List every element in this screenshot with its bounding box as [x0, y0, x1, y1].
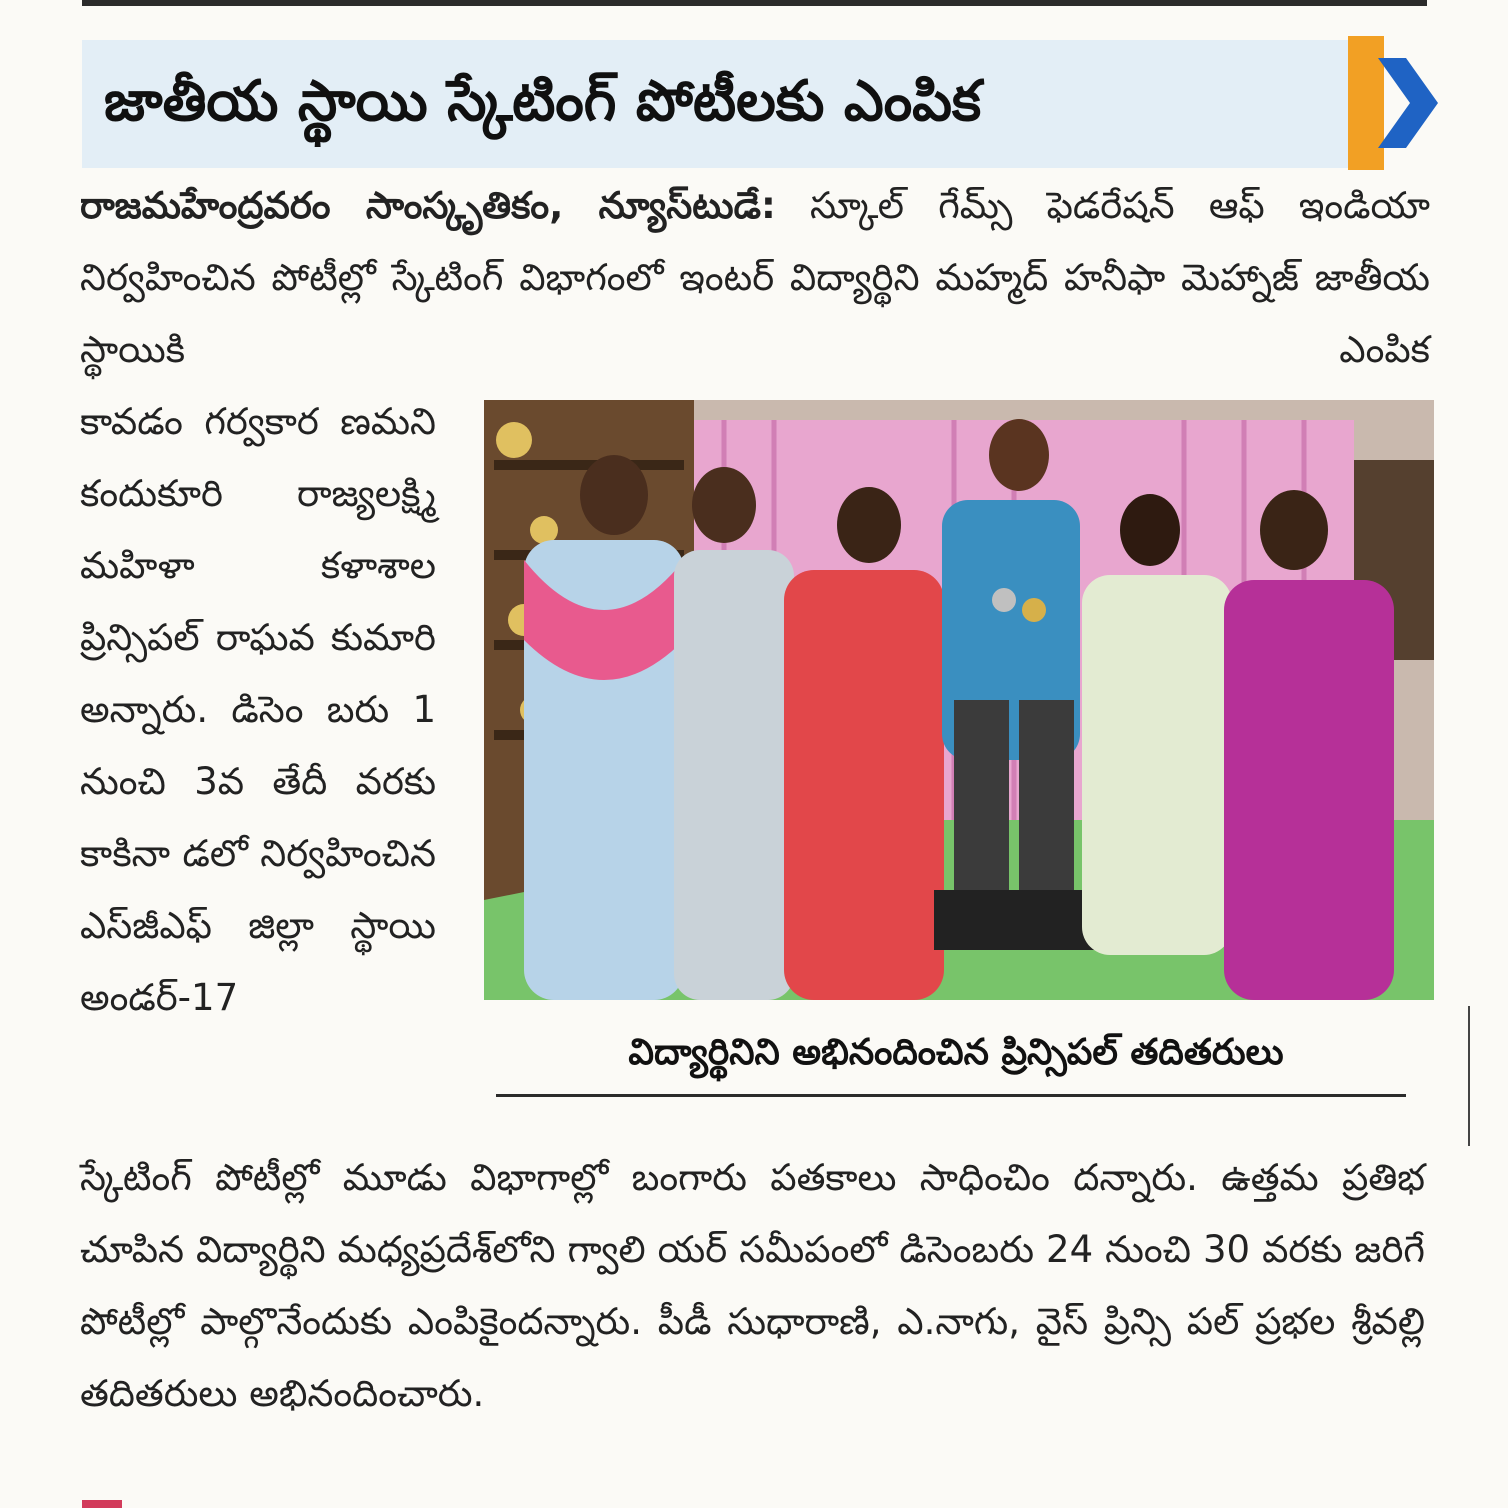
article-headline: జాతీయ స్థాయి స్కేటింగ్ పోటీలకు ఎంపిక	[104, 69, 982, 134]
article-paragraph-top-text: స్కూల్ గేమ్స్ ఫెడరేషన్ ఆఫ్ ఇండియా నిర్వహించిన పోటీల్లో స్కేటింగ్ విభాగంలో ఇంటర్ విద్యార్థిని మహ్మద్ హనీఫా మెహ్నాజ్ జాతీయ స్థాయికి ఎంపిక	[80, 184, 1430, 371]
bottom-color-mark	[82, 1500, 122, 1508]
article-paragraph-top	[80, 170, 1430, 386]
caption-rule	[496, 1094, 1406, 1097]
chevron-right-icon	[1348, 36, 1438, 170]
article-paragraph-left: కావడం గర్వకార ణమని కందుకూరి రాజ్యలక్ష్మి మహిళా కళాశాల ప్రిన్సిపల్ రాఘవ కుమారి అన్నారు. డిసెం బరు 1 నుంచి 3వ తేదీ వరకు కాకినా డలో నిర్వహించిన ఎస్‌జీఎఫ్ జిల్లా స్థాయి అండర్-17	[80, 400, 436, 1019]
photo-caption: విద్యార్థినిని అభినందించిన ప్రిన్సిపల్ తదితరులు	[628, 1032, 1284, 1073]
article-paragraph-bottom: స్కేటింగ్ పోటీల్లో మూడు విభాగాల్లో బంగారు పతకాలు సాధించిం దన్నారు. ఉత్తమ ప్రతిభ చూపిన విద్యార్థిని మధ్యప్రదేశ్‌లోని గ్వాలి యర్ సమీపంలో డిసెంబరు 24 నుంచి 30 వరకు జరిగే పోటీల్లో పాల్గొనేందుకు ఎంపికైందన్నారు. పీడీ సుధారాణి, ఎ.నాగు, వైస్ ప్రిన్సి పల్ ప్రభల శ్రీవల్లి తదితరులు అభినందించారు.	[80, 1156, 1425, 1415]
article-dateline: రాజమహేంద్రవరం సాంస్కృతికం, న్యూస్‌టుడే:	[80, 184, 776, 227]
top-rule	[82, 0, 1427, 6]
caption-divider-vertical	[1468, 1006, 1470, 1146]
news-photo	[484, 400, 1434, 1000]
